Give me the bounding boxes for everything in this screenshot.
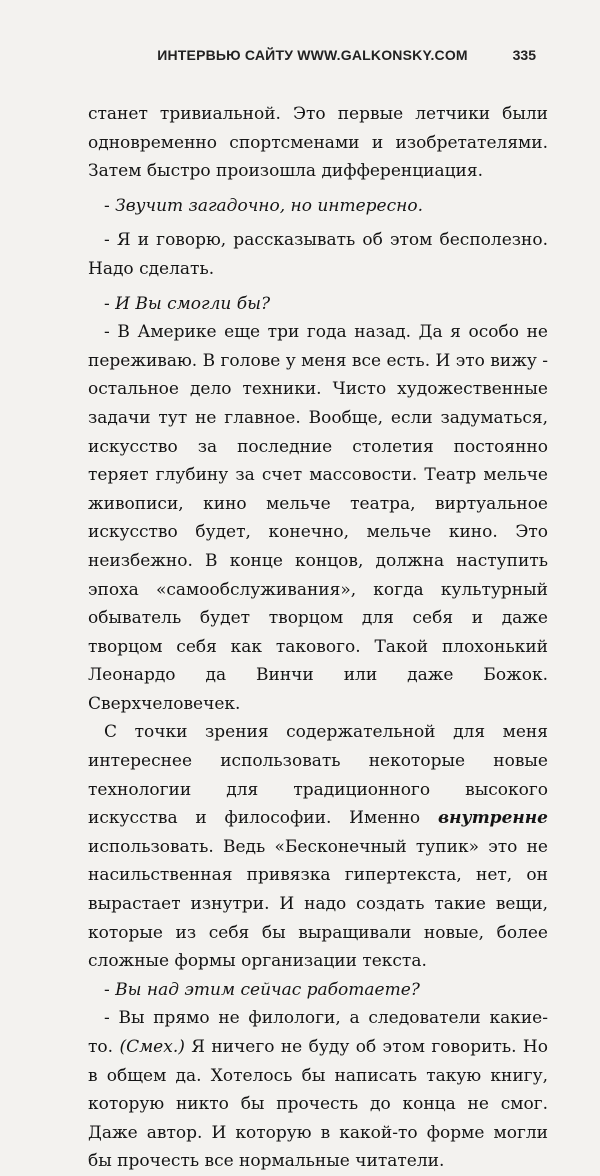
text-run: - Я и говорю, рассказывать об этом бесполезно. Надо сделать.: [88, 230, 548, 279]
text-run: станет тривиальной. Это первые летчики были одновременно спортсменами и изобретателями. Затем быстро произошла дифференциация.: [88, 104, 548, 182]
text-run: использовать. Ведь «Бесконечный тупик» это не насильственная привязка гипертекста, нет, он вырастает изнутри. И надо создать такие вещи, которые из себя бы выращивали новые, более сложные формы организации текста.: [88, 836, 548, 972]
text-run: -: [104, 979, 116, 1000]
paragraph-8: [88, 1004, 548, 1176]
question-text: Звучит загадочно, но интересно.: [115, 195, 423, 216]
paragraph-1: [88, 100, 548, 186]
question-text: И Вы смогли бы?: [115, 293, 271, 314]
text-run: - В Америке еще три года назад. Да я особо не переживаю. В голове у меня все есть. И это вижу - остальное дело техники. Чисто художественные задачи тут не главное. Вообще, если задуматься, искусство за последние столетия постоянно теряет глубину за счет массовости. Театр мельче живописи, кино мельче театра, виртуальное искусство будет, конечно, мельче кино. Это неизбежно. В конце концов, должна наступить эпоха «самообслуживания», когда культурный обыватель будет творцом для себя и даже творцом себя как такового. Такой плохонький Леонардо да Винчи или даже Божок. Сверхчеловечек.: [88, 322, 548, 714]
paragraph-5: [88, 318, 548, 718]
paragraph-3: [88, 226, 548, 283]
page-number: 335: [512, 47, 536, 63]
paragraph-7: [88, 976, 548, 1005]
remark-text: (Смех.): [119, 1037, 185, 1057]
running-header: ИНТЕРВЬЮ САЙТУ WWW.GALKONSKY.COM: [157, 47, 468, 63]
paragraph-2: [88, 192, 548, 221]
emphasis-text: внутренне: [437, 808, 548, 829]
paragraph-4: [88, 290, 548, 319]
text-run: -: [104, 195, 116, 216]
text-run: -: [104, 293, 116, 314]
text-run: Я ничего не буду об этом говорить. Но в общем да. Хотелось бы написать такую книгу, которую никто бы прочесть до конца не смог. Даже автор. И которую в какой-то форме могли бы прочесть все нормальные читатели.: [88, 1037, 548, 1172]
question-text: Вы над этим сейчас работаете?: [115, 979, 420, 1000]
paragraph-6: [88, 718, 548, 975]
text-run: - Вы прямо не филологи, а следователи какие-то.: [88, 1008, 548, 1057]
page-body: [88, 100, 548, 1176]
text-run: С точки зрения содержательной для меня интереснее использовать некоторые новые технологии для традиционного высокого искусства и философии. Именно: [88, 722, 548, 829]
